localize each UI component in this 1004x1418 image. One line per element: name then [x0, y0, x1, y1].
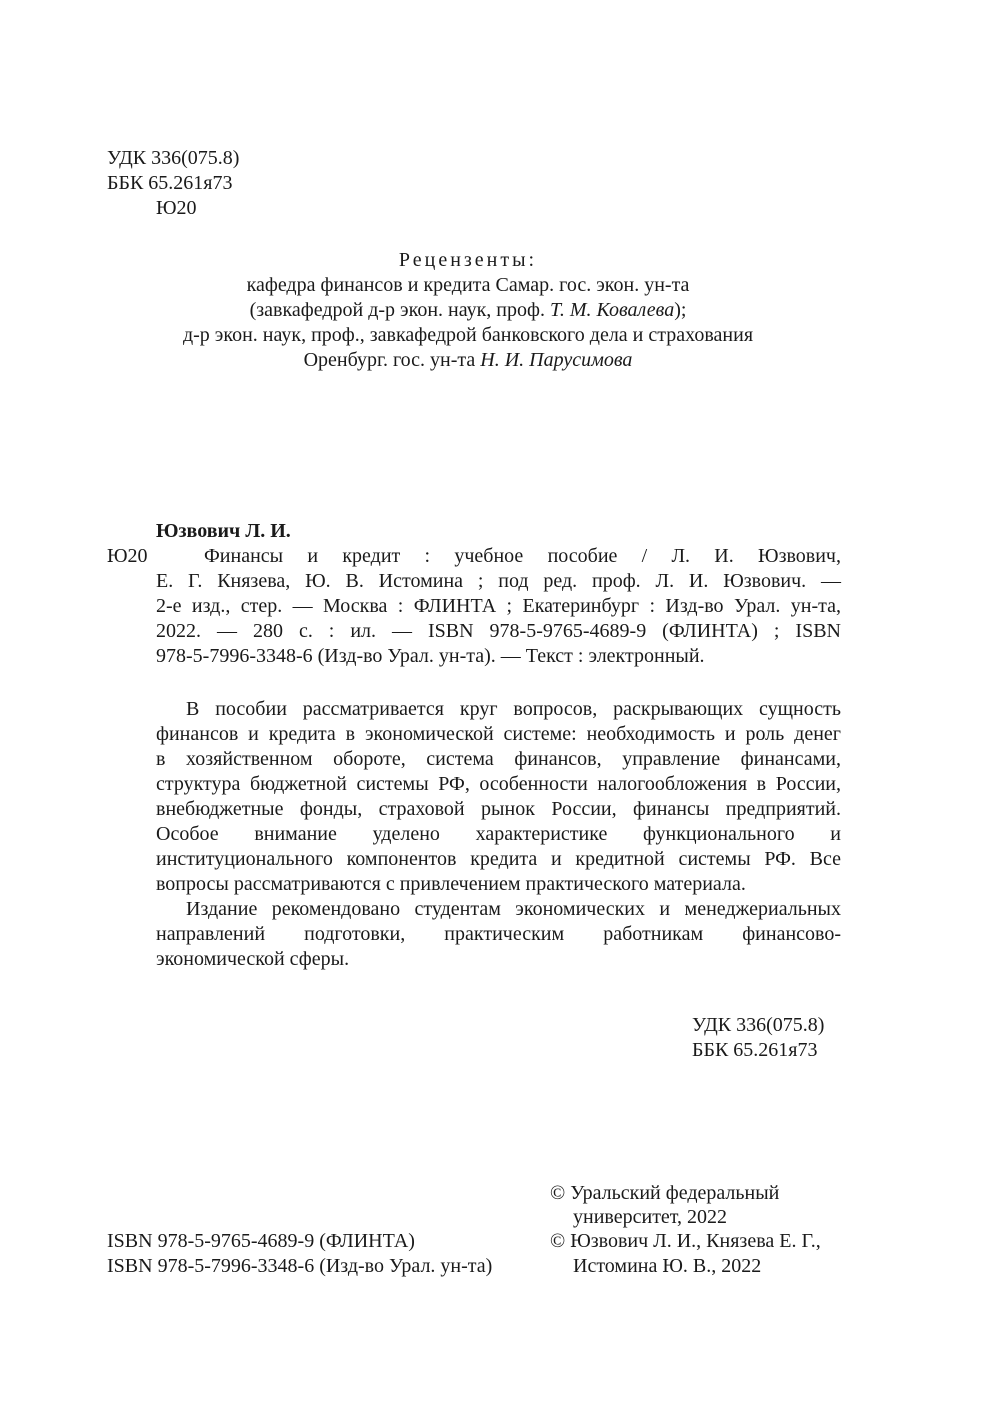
- reviewers-line-4: [0, 348, 936, 373]
- biblio-description: [156, 544, 841, 669]
- reviewers-title: Рецензенты:: [398, 249, 538, 271]
- isbn-flinta: ISBN 978-5-9765-4689-9 (ФЛИНТА): [107, 1230, 415, 1252]
- abstract-p1-line-4: структура бюджетной системы РФ, особенности налогообложения в России,: [156, 773, 841, 795]
- classification-bbk: ББК 65.261я73: [692, 1039, 818, 1061]
- biblio-line-3: 2-е изд., стер. — Москва : ФЛИНТА ; Екатеринбург : Изд-во Урал. ун-та,: [156, 595, 841, 617]
- reviewers-line-2: [0, 298, 936, 323]
- abstract-p1-line-6: Особое внимание уделено характеристике функционального и: [156, 823, 841, 845]
- reviewers-block: [0, 248, 936, 373]
- header-bbk: ББК 65.261я73: [107, 172, 233, 194]
- biblio-code: Ю20: [107, 545, 148, 567]
- copyright-line-3: © Юзвович Л. И., Князева Е. Г.,: [550, 1230, 821, 1252]
- copyright-line-1: © Уральский федеральный: [550, 1182, 780, 1204]
- isbn-urfu: ISBN 978-5-7996-3348-6 (Изд-во Урал. ун-та): [107, 1255, 493, 1277]
- biblio-line-4: 2022. — 280 с. : ил. — ISBN 978-5-9765-4689-9 (ФЛИНТА) ; ISBN: [156, 620, 841, 642]
- abstract: [156, 697, 841, 972]
- abstract-p1-line-7: институционального компонентов кредита и кредитной системы РФ. Все: [156, 848, 841, 870]
- header-udk: УДК 336(075.8): [107, 147, 240, 169]
- reviewers-line-2-end: );: [674, 299, 687, 321]
- reviewer-name-kovaleva: Т. М. Ковалева: [549, 299, 675, 321]
- abstract-p2-line-3: экономической сферы.: [156, 948, 350, 970]
- biblio-line-1: Финансы и кредит : учебное пособие / Л. И. Юзвович,: [204, 545, 841, 567]
- biblio-author: Юзвович Л. И.: [156, 520, 291, 542]
- header-code: Ю20: [156, 197, 197, 219]
- copyright-line-4: Истомина Ю. В., 2022: [573, 1255, 762, 1277]
- copyright-line-2: университет, 2022: [573, 1206, 728, 1228]
- abstract-p2-line-2: направлений подготовки, практическим работникам финансово-: [156, 923, 841, 945]
- reviewers-line-4-text: Оренбург. гос. ун-та: [303, 349, 481, 371]
- reviewers-line-2-text: (завкафедрой д-р экон. наук, проф.: [249, 299, 550, 321]
- abstract-p1-line-5: внебюджетные фонды, страховой рынок России, финансы предприятий.: [156, 798, 841, 820]
- biblio-line-2: Е. Г. Князева, Ю. В. Истомина ; под ред. проф. Л. И. Юзвович. —: [156, 570, 841, 592]
- abstract-p1-line-8: вопросы рассматриваются с привлечением практического материала.: [156, 873, 746, 895]
- abstract-p1-line-3: в хозяйственном обороте, система финансов, управление финансами,: [156, 748, 841, 770]
- reviewer-name-parusimova: Н. И. Парусимова: [480, 349, 633, 371]
- reviewers-line-1: кафедра финансов и кредита Самар. гос. экон. ун-та: [246, 274, 690, 296]
- abstract-p1-line-1: В пособии рассматривается круг вопросов, раскрывающих сущность: [186, 698, 841, 720]
- reviewers-line-3: д-р экон. наук, проф., завкафедрой банковского дела и страхования: [182, 324, 754, 346]
- abstract-p2-line-1: Издание рекомендовано студентам экономических и менеджериальных: [186, 898, 841, 920]
- classification-udk: УДК 336(075.8): [692, 1014, 825, 1036]
- biblio-line-5: 978-5-7996-3348-6 (Изд-во Урал. ун-та). — Текст : электронный.: [156, 645, 705, 667]
- abstract-p1-line-2: финансов и кредита в экономической системе: необходимость и роль денег: [156, 723, 841, 745]
